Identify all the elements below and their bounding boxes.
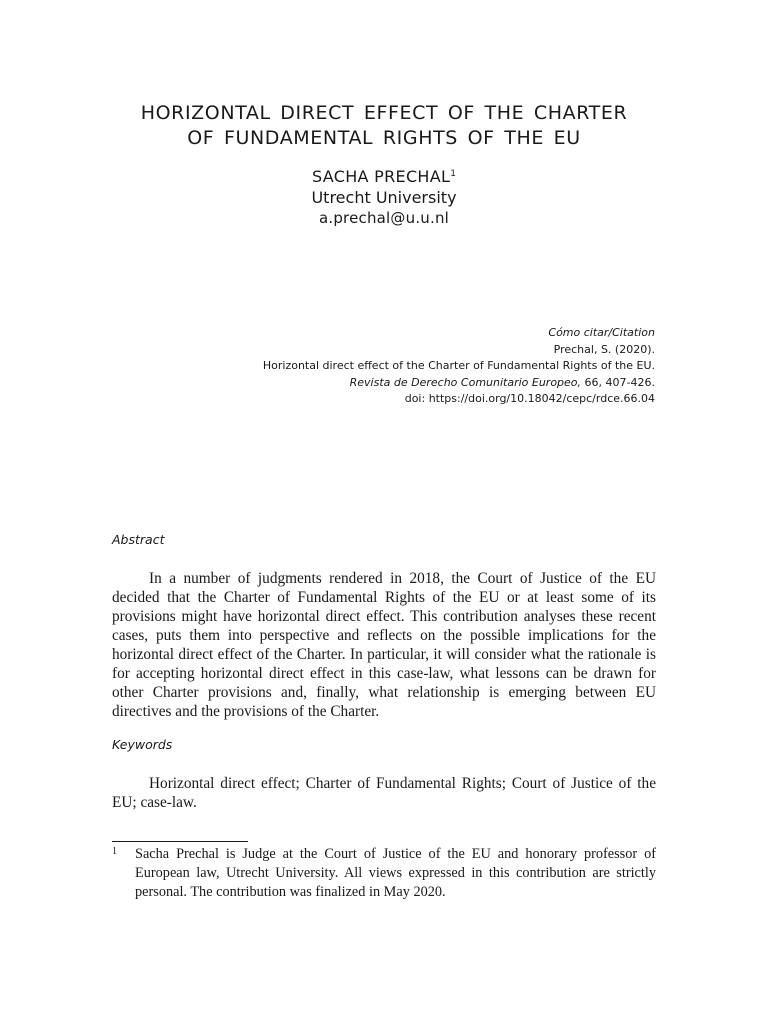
author-name-line <box>234 164 534 187</box>
author-footnote-ref[interactable]: 1 <box>450 169 456 179</box>
paper-title <box>60 101 708 151</box>
citation-journal-details: 66, 407-426. <box>581 375 655 389</box>
footnote-mark: 1 <box>112 846 117 857</box>
author-email[interactable]: a.prechal@u.u.nl <box>318 209 450 227</box>
citation-block <box>235 325 655 408</box>
citation-line-3 <box>235 375 655 392</box>
abstract-text: In a number of judgments rendered in 2018, the Court of Justice of the EU decided that the Charter of Fundamental Rights of the EU or at least some of its provisions might have horizontal direct effect. This contribution analyses these recent cases, puts them into perspective and reflects on the possible implications for the horizontal direct effect of the Charter. In particular, it will consider what the rationale is for accepting horizontal direct effect in this case-law, what lessons can be drawn for other Charter provisions and, finally, what relationship is emerging between EU directives and the provisions of the Charter. <box>112 570 656 720</box>
abstract-heading: Abstract <box>112 532 165 547</box>
citation-label: Cómo citar/Citation <box>548 326 655 339</box>
author-block <box>234 164 534 229</box>
paper-title-line-1: HORIZONTAL DIRECT EFFECT OF THE CHARTER <box>140 102 628 124</box>
citation-line-2: Horizontal direct effect of the Charter of Fundamental Rights of the EU. <box>262 359 655 372</box>
citation-journal: Revista de Derecho Comunitario Europeo, <box>349 375 582 389</box>
keywords-heading: Keywords <box>112 737 173 752</box>
author-name: SACHA PRECHAL <box>312 167 451 186</box>
author-affiliation: Utrecht University <box>311 188 457 207</box>
footnote-divider <box>112 841 248 842</box>
keywords-text: Horizontal direct effect; Charter of Fundamental Rights; Court of Justice of the EU; case-law. <box>112 775 656 811</box>
footnote <box>112 845 656 902</box>
citation-line-1: Prechal, S. (2020). <box>553 342 655 356</box>
citation-doi[interactable]: doi: https://doi.org/10.18042/cepc/rdce.66.04 <box>404 392 655 405</box>
footnote-text: Sacha Prechal is Judge at the Court of Justice of the EU and honorary professor of European law, Utrecht University. All views expressed in this contribution are strictly personal. The contribution was finalized in May 2020. <box>135 846 656 900</box>
paper-title-line-2: OF FUNDAMENTAL RIGHTS OF THE EU <box>187 127 581 149</box>
